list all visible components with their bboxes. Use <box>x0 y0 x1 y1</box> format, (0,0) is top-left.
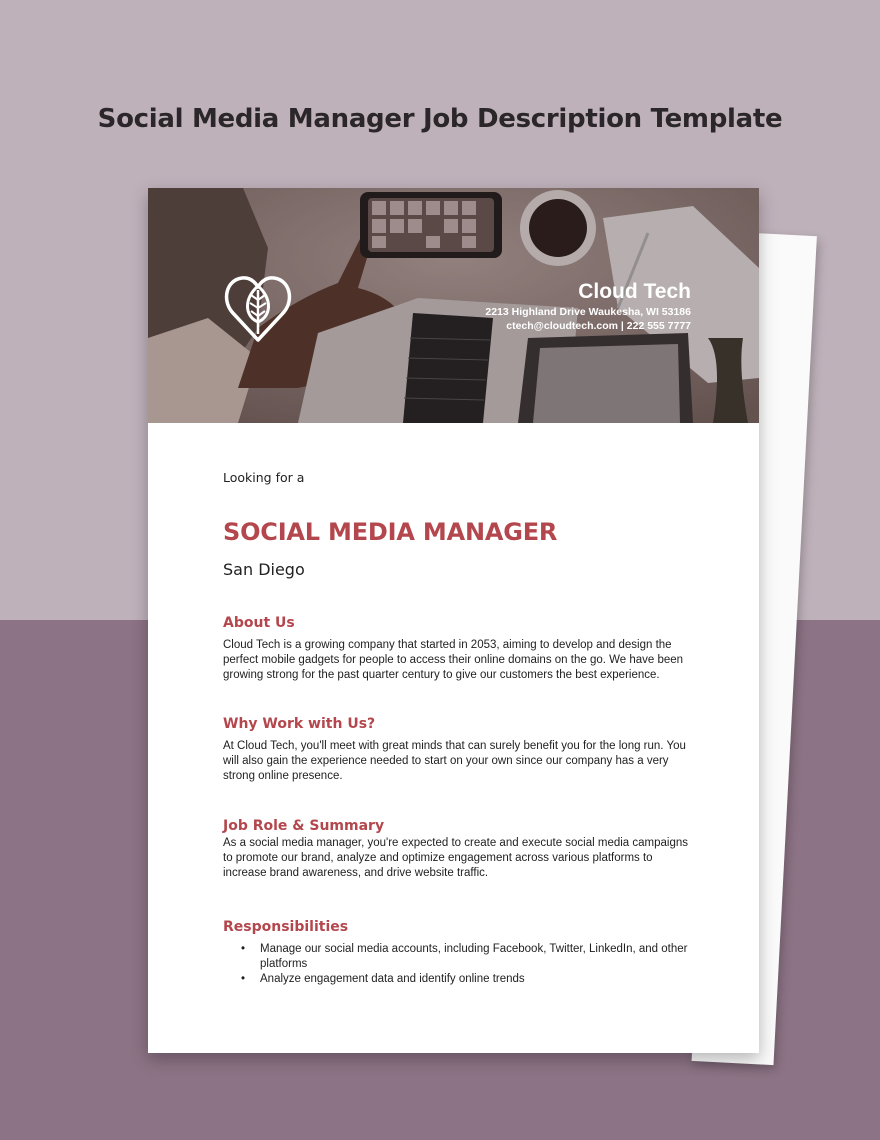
section-role <box>223 818 693 882</box>
section-body: Cloud Tech is a growing company that started in 2053, aiming to develop and design the perfect mobile gadgets for people to access their online domains on the go. We have been growing strong for the past quarter century to give our customers the best experience. <box>223 639 684 682</box>
section-body: As a social media manager, you're expected to create and execute social media campaigns to promote our brand, analyze and optimize engagement across various platforms to increase brand awareness, and drive website traffic. <box>223 837 689 880</box>
section-heading: Job Role & Summary <box>223 818 385 834</box>
list-item: • Analyze engagement data and identify online trends <box>223 972 693 987</box>
company-name: Cloud Tech <box>578 280 691 303</box>
company-contact: ctech@cloudtech.com | 222 555 7777 <box>506 320 691 332</box>
section-heading: Why Work with Us? <box>223 716 376 732</box>
section-responsibilities <box>223 919 693 988</box>
page-title: Social Media Manager Job Description Template <box>97 104 783 134</box>
section-body: At Cloud Tech, you'll meet with great minds that can surely benefit you for the long run. You will also gain the experience needed to start on your own since our company has a very strong online presence. <box>223 740 686 783</box>
job-location: San Diego <box>223 560 305 579</box>
header-photo <box>148 188 759 423</box>
responsibilities-list <box>223 942 693 988</box>
section-about <box>223 615 693 684</box>
lead-text <box>223 470 693 485</box>
job-title: SOCIAL MEDIA MANAGER <box>223 518 558 546</box>
company-address: 2213 Highland Drive Waukesha, WI 53186 <box>485 306 691 318</box>
company-info <box>485 280 691 332</box>
leaf-heart-icon <box>220 270 296 346</box>
lead-line: Looking for a <box>223 470 305 485</box>
section-why <box>223 716 693 785</box>
document-sheet <box>148 188 759 1053</box>
section-heading: Responsibilities <box>223 919 349 935</box>
section-heading: About Us <box>223 615 295 631</box>
list-item: • Manage our social media accounts, including Facebook, Twitter, LinkedIn, and other platforms <box>223 942 693 972</box>
